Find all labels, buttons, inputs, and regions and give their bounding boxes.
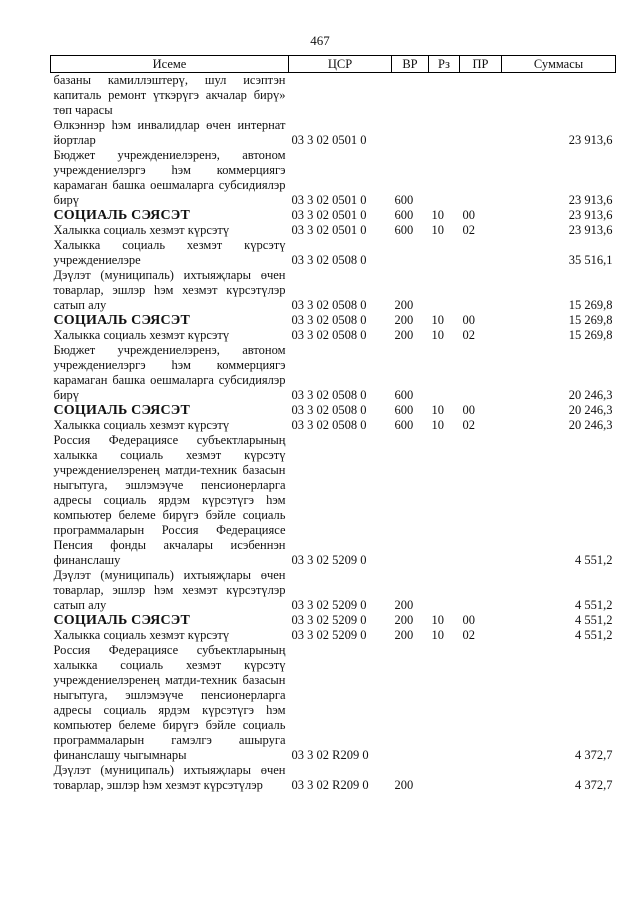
row-sum: 4 551,2 — [575, 613, 613, 627]
row-pr — [460, 148, 502, 208]
table-row — [51, 238, 616, 268]
row-csr — [289, 73, 392, 119]
row-rz: 10 — [431, 403, 444, 417]
table-row — [51, 223, 616, 238]
page-number: 467 — [310, 33, 330, 48]
table-row — [51, 268, 616, 313]
table-header — [51, 56, 616, 73]
row-rz — [429, 763, 460, 793]
row-csr: 03 3 02 0501 0 — [291, 223, 367, 237]
row-sum: 4 372,7 — [575, 778, 613, 792]
row-pr — [460, 433, 502, 568]
row-vr: 200 — [394, 298, 414, 312]
row-csr: 03 3 02 0508 0 — [291, 253, 367, 267]
row-name: Дэүлэт (муниципаль) ихтыяҗлары өчен товарлар, эшлэр һэм хезмэт күрсэтүлэр сатып алу — [53, 268, 286, 312]
row-vr: 200 — [394, 328, 414, 342]
row-vr: 200 — [394, 628, 414, 642]
row-name: Халыкка социаль хезмэт күрсэтү — [53, 628, 230, 642]
row-csr: 03 3 02 R209 0 — [291, 778, 369, 792]
row-csr: 03 3 02 0508 0 — [291, 403, 367, 417]
table-row — [51, 403, 616, 418]
row-vr — [392, 433, 429, 568]
row-rz — [429, 73, 460, 119]
row-vr: 200 — [394, 613, 414, 627]
table-row — [51, 418, 616, 433]
row-pr: 00 — [462, 313, 475, 327]
table-row — [51, 328, 616, 343]
row-rz: 10 — [431, 628, 444, 642]
row-pr: 02 — [462, 223, 475, 237]
row-csr: 03 3 02 0508 0 — [291, 418, 367, 432]
row-name: СОЦИАЛЬ СЭЯСЭТ — [53, 613, 191, 628]
row-vr: 600 — [394, 193, 414, 207]
row-sum: 23 913,6 — [568, 223, 613, 237]
row-rz: 10 — [431, 313, 444, 327]
row-pr — [460, 763, 502, 793]
row-sum: 23 913,6 — [568, 193, 613, 207]
row-name: Россия Федерациясе субъектларының халыкка социаль хезмэт күрсэтү учреждениелэренең матди-техник базасын ныгытуга, эшлэмэүче пенсионерларга адресы социаль ярдэм күрсэтүгэ һэм компьютер белеме бирүгэ бэйле социаль программаларын Россия Федерациясе Пенсия фонды акчалары исэбеннэн финанслашу — [53, 433, 286, 567]
row-rz — [429, 268, 460, 313]
row-name: Халыкка социаль хезмэт күрсэтү — [53, 418, 230, 432]
row-sum: 35 516,1 — [568, 253, 613, 267]
row-vr — [392, 643, 429, 763]
row-rz — [429, 643, 460, 763]
row-rz: 10 — [431, 613, 444, 627]
row-name: Дэүлэт (муниципаль) ихтыяҗлары өчен товарлар, эшлэр һэм хезмэт күрсэтүлэр сатып алу — [53, 568, 286, 612]
row-csr: 03 3 02 0508 0 — [291, 298, 367, 312]
row-sum: 23 913,6 — [568, 133, 613, 147]
row-csr: 03 3 02 R209 0 — [291, 748, 369, 762]
row-name: Бюджет учреждениелэренэ, автоном учреждениелэргэ һэм коммерциягэ карамаган башка оешмаларга субсидиялэр бирү — [53, 343, 286, 402]
row-name: СОЦИАЛЬ СЭЯСЭТ — [53, 403, 191, 418]
row-pr — [460, 118, 502, 148]
row-vr: 200 — [394, 598, 414, 612]
row-pr — [460, 238, 502, 268]
row-rz — [429, 568, 460, 613]
table-row — [51, 643, 616, 763]
table-row — [51, 343, 616, 403]
row-name: Россия Федерациясе субъектларының халыкка социаль хезмэт күрсэтү учреждениелэренең матди-техник базасын ныгытуга, эшлэмэүче пенсионерларга адресы социаль ярдэм күрсэтүгэ һэм компьютер белеме бирүгэ бэйле социаль программаларын гамэлгэ ашыруга финанслашу чыгымнары — [53, 643, 286, 762]
row-name: Халыкка социаль хезмэт күрсэтү — [53, 223, 230, 237]
row-sum: 20 246,3 — [568, 403, 613, 417]
row-pr: 02 — [462, 418, 475, 432]
row-pr: 00 — [462, 403, 475, 417]
row-vr: 600 — [394, 223, 414, 237]
row-rz — [429, 343, 460, 403]
row-csr: 03 3 02 5209 0 — [291, 628, 367, 642]
row-pr — [460, 73, 502, 119]
row-rz — [429, 238, 460, 268]
column-header-pr: ПР — [460, 56, 502, 73]
row-vr — [392, 118, 429, 148]
row-name: Халыкка социаль хезмэт күрсэтү — [53, 328, 230, 342]
row-name: СОЦИАЛЬ СЭЯСЭТ — [53, 313, 191, 328]
table-row — [51, 763, 616, 793]
row-csr: 03 3 02 0508 0 — [291, 388, 367, 402]
row-rz: 10 — [431, 223, 444, 237]
row-pr — [460, 343, 502, 403]
row-pr: 00 — [462, 208, 475, 222]
row-csr: 03 3 02 5209 0 — [291, 598, 367, 612]
row-sum: 4 551,2 — [575, 553, 613, 567]
row-sum: 15 269,8 — [568, 298, 613, 312]
row-sum: 23 913,6 — [568, 208, 613, 222]
row-vr: 200 — [394, 313, 414, 327]
row-rz — [429, 433, 460, 568]
row-csr: 03 3 02 0501 0 — [291, 208, 367, 222]
table-row — [51, 613, 616, 628]
row-pr: 02 — [462, 328, 475, 342]
row-sum: 4 551,2 — [575, 628, 613, 642]
row-csr: 03 3 02 0501 0 — [291, 193, 367, 207]
row-pr — [460, 268, 502, 313]
row-name: Өлкэннэр һэм инвалидлар өчен интернат йортлар — [53, 118, 286, 147]
table-row — [51, 313, 616, 328]
row-rz — [429, 148, 460, 208]
row-name: СОЦИАЛЬ СЭЯСЭТ — [53, 208, 191, 223]
row-sum: 4 372,7 — [575, 748, 613, 762]
table-body — [51, 73, 616, 794]
row-sum — [502, 73, 616, 119]
row-sum: 15 269,8 — [568, 313, 613, 327]
row-pr: 00 — [462, 613, 475, 627]
row-name: Бюджет учреждениелэренэ, автоном учреждениелэргэ һэм коммерциягэ карамаган башка оешмаларга субсидиялэр бирү — [53, 148, 286, 207]
row-pr: 02 — [462, 628, 475, 642]
row-rz: 10 — [431, 418, 444, 432]
row-rz — [429, 118, 460, 148]
row-vr: 600 — [394, 208, 414, 222]
column-header-csr: ЦСР — [289, 56, 392, 73]
row-sum: 20 246,3 — [568, 418, 613, 432]
row-vr: 600 — [394, 418, 414, 432]
row-vr: 600 — [394, 388, 414, 402]
row-rz: 10 — [431, 328, 444, 342]
row-vr: 200 — [394, 778, 414, 792]
row-sum: 4 551,2 — [575, 598, 613, 612]
table-row — [51, 628, 616, 643]
row-rz: 10 — [431, 208, 444, 222]
table-row — [51, 148, 616, 208]
column-header-name: Исеме — [51, 56, 289, 73]
row-pr — [460, 568, 502, 613]
row-sum: 20 246,3 — [568, 388, 613, 402]
table-row — [51, 208, 616, 223]
row-csr: 03 3 02 0501 0 — [291, 133, 367, 147]
row-vr: 600 — [394, 403, 414, 417]
row-name: Дэүлэт (муниципаль) ихтыяҗлары өчен товарлар, эшлэр һэм хезмэт күрсэтүлэр — [53, 763, 286, 792]
row-csr: 03 3 02 5209 0 — [291, 553, 367, 567]
row-vr — [392, 238, 429, 268]
column-header-vr: ВР — [392, 56, 429, 73]
row-sum: 15 269,8 — [568, 328, 613, 342]
table-row — [51, 118, 616, 148]
row-pr — [460, 643, 502, 763]
budget-table — [50, 55, 616, 793]
table-row — [51, 73, 616, 119]
column-header-rz: Рз — [429, 56, 460, 73]
table-row — [51, 433, 616, 568]
column-header-sum: Суммасы — [502, 56, 616, 73]
row-csr: 03 3 02 0508 0 — [291, 328, 367, 342]
row-csr: 03 3 02 5209 0 — [291, 613, 367, 627]
table-row — [51, 568, 616, 613]
row-name: Халыкка социаль хезмэт күрсэтү учреждениелэре — [53, 238, 286, 267]
row-csr: 03 3 02 0508 0 — [291, 313, 367, 327]
row-vr — [392, 73, 429, 119]
row-name: базаны камиллэштерү, шул исэптэн капиталь ремонт үткэрүгэ акчалар бирү» төп чарасы — [53, 73, 286, 117]
